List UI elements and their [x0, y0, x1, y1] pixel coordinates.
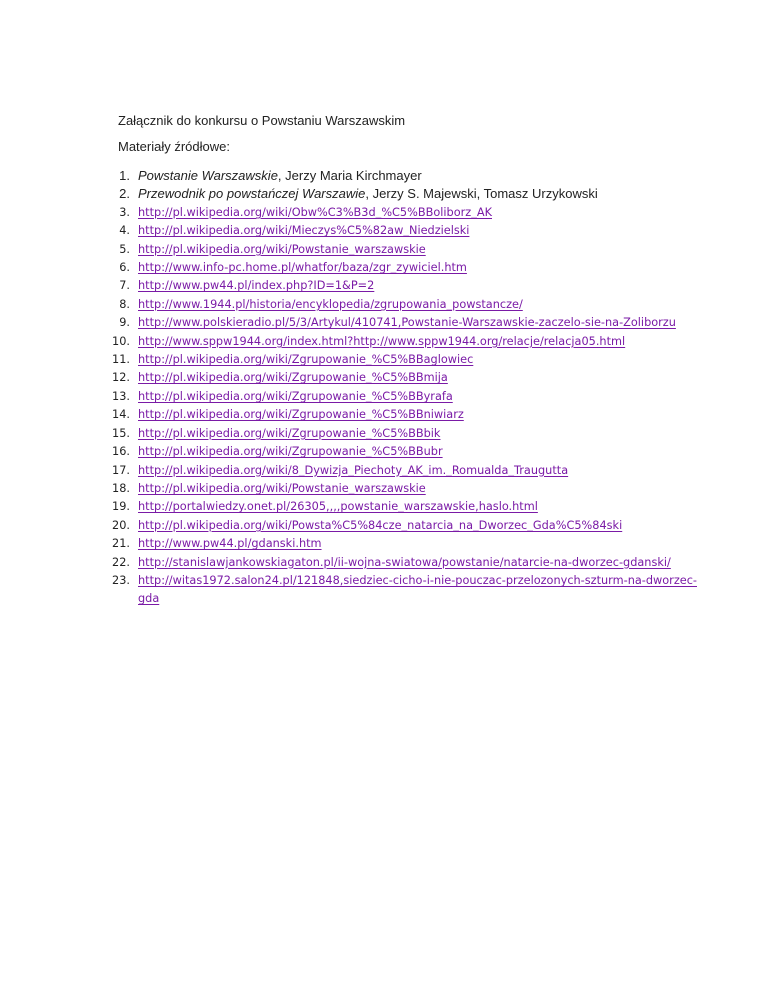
list-number: 23. — [112, 573, 130, 587]
list-number: 20. — [112, 518, 130, 532]
source-link[interactable]: http://www.info-pc.home.pl/whatfor/baza/zgr_zywiciel.htm — [138, 261, 467, 275]
source-link[interactable]: http://pl.wikipedia.org/wiki/Zgrupowanie_%C5%BByrafa — [138, 389, 453, 403]
source-link[interactable]: http://www.pw44.pl/index.php?ID=1&P=2 — [138, 279, 375, 293]
list-item — [100, 351, 700, 369]
source-link[interactable]: http://pl.wikipedia.org/wiki/Zgrupowanie_%C5%BBniwiarz — [138, 408, 464, 422]
list-number: 1. — [119, 168, 130, 183]
list-item — [100, 277, 700, 295]
source-link[interactable]: http://pl.wikipedia.org/wiki/Powstanie_warszawskie — [138, 481, 426, 495]
list-number: 9. — [119, 316, 130, 330]
sources-heading: Materiały źródłowe: — [118, 139, 230, 154]
list-number: 5. — [119, 242, 130, 256]
source-link[interactable]: http://pl.wikipedia.org/wiki/Zgrupowanie_%C5%BBaglowiec — [138, 353, 474, 367]
list-number: 14. — [112, 408, 130, 422]
list-item — [100, 222, 700, 240]
list-number: 4. — [119, 224, 130, 238]
list-item — [100, 535, 700, 553]
source-link[interactable]: http://pl.wikipedia.org/wiki/Powsta%C5%84cze_natarcia_na_Dworzec_Gda%C5%84ski — [138, 518, 623, 532]
list-item — [100, 406, 700, 424]
list-item — [100, 333, 700, 351]
list-item — [100, 554, 700, 572]
list-number: 22. — [112, 555, 130, 569]
list-number: 7. — [119, 279, 130, 293]
list-number: 19. — [112, 500, 130, 514]
list-number: 11. — [112, 353, 130, 367]
source-link[interactable]: http://www.sppw1944.org/index.html?http://www.sppw1944.org/relacje/relacja05.html — [138, 334, 626, 348]
list-item — [100, 443, 700, 461]
list-number: 12. — [112, 371, 130, 385]
list-item — [100, 259, 700, 277]
list-item — [100, 480, 700, 498]
book-authors: , Jerzy Maria Kirchmayer — [277, 168, 422, 183]
list-item — [100, 296, 700, 314]
list-number: 17. — [112, 463, 130, 477]
list-number: 2. — [119, 186, 130, 202]
list-number: 21. — [112, 537, 130, 551]
source-link[interactable]: http://pl.wikipedia.org/wiki/Zgrupowanie_%C5%BBbik — [138, 426, 441, 440]
list-item — [100, 204, 700, 222]
source-link[interactable]: http://stanislawjankowskiagaton.pl/ii-wojna-swiatowa/powstanie/natarcie-na-dworzec-gdanski/ — [138, 555, 671, 569]
source-link[interactable]: http://portalwiedzy.onet.pl/26305,,,,powstanie_warszawskie,haslo.html — [138, 500, 538, 514]
list-number: 13. — [112, 389, 130, 403]
book-authors: , Jerzy S. Majewski, Tomasz Urzykowski — [365, 186, 598, 202]
document-title: Załącznik do konkursu o Powstaniu Warszawskim — [118, 113, 406, 128]
list-number: 6. — [119, 261, 130, 275]
source-link[interactable]: http://www.1944.pl/historia/encyklopedia/zgrupowania_powstancze/ — [138, 297, 523, 311]
list-item — [100, 425, 700, 443]
list-item — [100, 241, 700, 259]
list-number: 3. — [119, 205, 130, 219]
list-item — [100, 167, 700, 185]
list-item — [100, 498, 700, 516]
list-number: 16. — [112, 445, 130, 459]
source-link[interactable]: http://pl.wikipedia.org/wiki/Obw%C3%B3d_%C5%BBoliborz_AK — [138, 205, 492, 219]
book-title: Przewodnik po powstańczej Warszawie — [138, 186, 366, 202]
source-link[interactable]: http://witas1972.salon24.pl/121848,siedziec-cicho-i-nie-pouczac-przelozonych-szturm-na-dworzec-gda — [138, 573, 697, 606]
list-item — [100, 388, 700, 406]
list-number: 10. — [112, 334, 130, 348]
source-link[interactable]: http://pl.wikipedia.org/wiki/8_Dywizja_Piechoty_AK_im._Romualda_Traugutta — [138, 463, 569, 477]
list-item — [100, 517, 700, 535]
list-number: 15. — [112, 426, 130, 440]
list-item — [100, 314, 700, 332]
source-link[interactable]: http://pl.wikipedia.org/wiki/Mieczys%C5%82aw_Niedzielski — [138, 224, 470, 238]
source-link[interactable]: http://pl.wikipedia.org/wiki/Zgrupowanie_%C5%BBmija — [138, 371, 448, 385]
list-item — [100, 369, 700, 387]
list-number: 8. — [119, 297, 130, 311]
book-title: Powstanie Warszawskie — [138, 168, 278, 183]
list-item — [100, 572, 700, 609]
source-link[interactable]: http://pl.wikipedia.org/wiki/Powstanie_warszawskie — [138, 242, 426, 256]
source-link[interactable]: http://www.pw44.pl/gdanski.htm — [138, 537, 322, 551]
list-number: 18. — [112, 481, 130, 495]
list-item — [100, 462, 700, 480]
sources-list — [100, 167, 700, 609]
source-link[interactable]: http://pl.wikipedia.org/wiki/Zgrupowanie_%C5%BBubr — [138, 445, 443, 459]
list-item — [100, 185, 700, 203]
source-link[interactable]: http://www.polskieradio.pl/5/3/Artykul/410741,Powstanie-Warszawskie-zaczelo-sie-na-Zoliborzu — [138, 316, 676, 330]
